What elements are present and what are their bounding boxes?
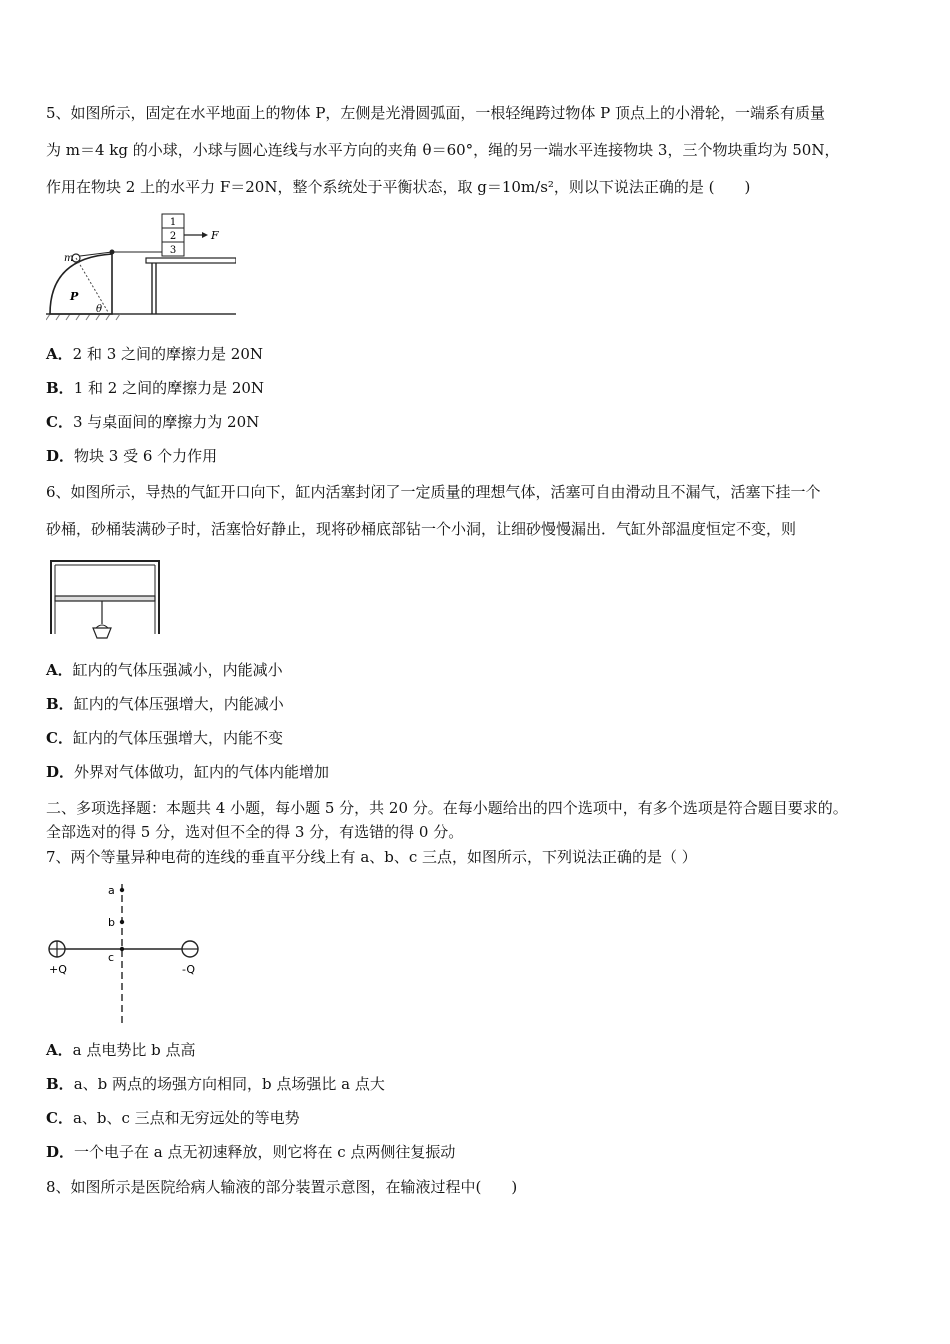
q7-point-c-label: c [108,951,115,964]
q5-body-label: P [70,290,79,303]
q7-point-a-label: a [108,884,115,897]
section2-heading-line1: 二、多项选择题：本题共 4 小题，每小题 5 分，共 20 分。在每小题给出的四个选项中，有多个选项是符合题目要求的。 [46,799,848,817]
q5-force-label: F [211,229,219,242]
q5-angle-label: θ [96,304,103,315]
q5-ball-label: m [64,253,74,264]
q5-option-d: D．物块 3 受 6 个力作用 [46,447,218,465]
q7-option-b: B．a、b 两点的场强方向相同，b 点场强比 a 点大 [46,1075,385,1093]
q6-figure [48,558,164,642]
q5-stem-line3: 作用在物块 2 上的水平力 F＝20N，整个系统处于平衡状态，取 g＝10m/s²，则以下说法正确的是 ( ) [46,178,751,196]
q7-option-c: C．a、b、c 三点和无穷远处的等电势 [46,1109,300,1127]
q6-option-d: D．外界对气体做功，缸内的气体内能增加 [46,763,330,781]
q6-stem-line2: 砂桶，砂桶装满砂子时，活塞恰好静止，现将砂桶底部钻一个小洞，让细砂慢慢漏出．气缸外部温度恒定不变，则 [46,520,797,538]
q7-figure [46,880,206,1026]
q8-stem-line1: 8、如图所示是医院给病人输液的部分装置示意图，在输液过程中( ) [46,1178,518,1196]
q5-block1-label: 1 [169,217,177,228]
q5-stem-line2: 为 m＝4 kg 的小球，小球与圆心连线与水平方向的夹角 θ＝60°，绳的另一端水平连接物块 3，三个物块重均为 50N， [46,141,840,159]
q5-option-a: A．2 和 3 之间的摩擦力是 20N [46,345,264,363]
q7-stem-line1: 7、两个等量异种电荷的连线的垂直平分线上有 a、b、c 三点，如图所示，下列说法正确的是（ ） [46,848,697,866]
q7-minus-charge-label: -Q [182,963,196,976]
q5-option-b: B．1 和 2 之间的摩擦力是 20N [46,379,265,397]
q7-plus-charge-label: +Q [49,963,67,976]
q7-point-b-label: b [108,916,115,929]
q5-stem-line1: 5、如图所示，固定在水平地面上的物体 P，左侧是光滑圆弧面，一根轻绳跨过物体 P 顶点上的小滑轮，一端系有质量 [46,104,826,122]
q5-option-c: C．3 与桌面间的摩擦力为 20N [46,413,260,431]
q5-figure [46,210,236,322]
q7-option-d: D．一个电子在 a 点无初速释放，则它将在 c 点两侧往复振动 [46,1143,456,1161]
q6-option-c: C．缸内的气体压强增大，内能不变 [46,729,283,747]
q6-option-a: A．缸内的气体压强减小，内能减小 [46,661,283,679]
q5-block3-label: 3 [169,245,177,256]
section2-heading-line2: 全部选对的得 5 分，选对但不全的得 3 分，有选错的得 0 分。 [46,823,464,841]
q5-block2-label: 2 [169,231,177,242]
q6-option-b: B．缸内的气体压强增大，内能减小 [46,695,284,713]
q7-option-a: A．a 点电势比 b 点高 [46,1041,196,1059]
q6-stem-line1: 6、如图所示，导热的气缸开口向下，缸内活塞封闭了一定质量的理想气体，活塞可自由滑动且不漏气，活塞下挂一个 [46,483,821,501]
